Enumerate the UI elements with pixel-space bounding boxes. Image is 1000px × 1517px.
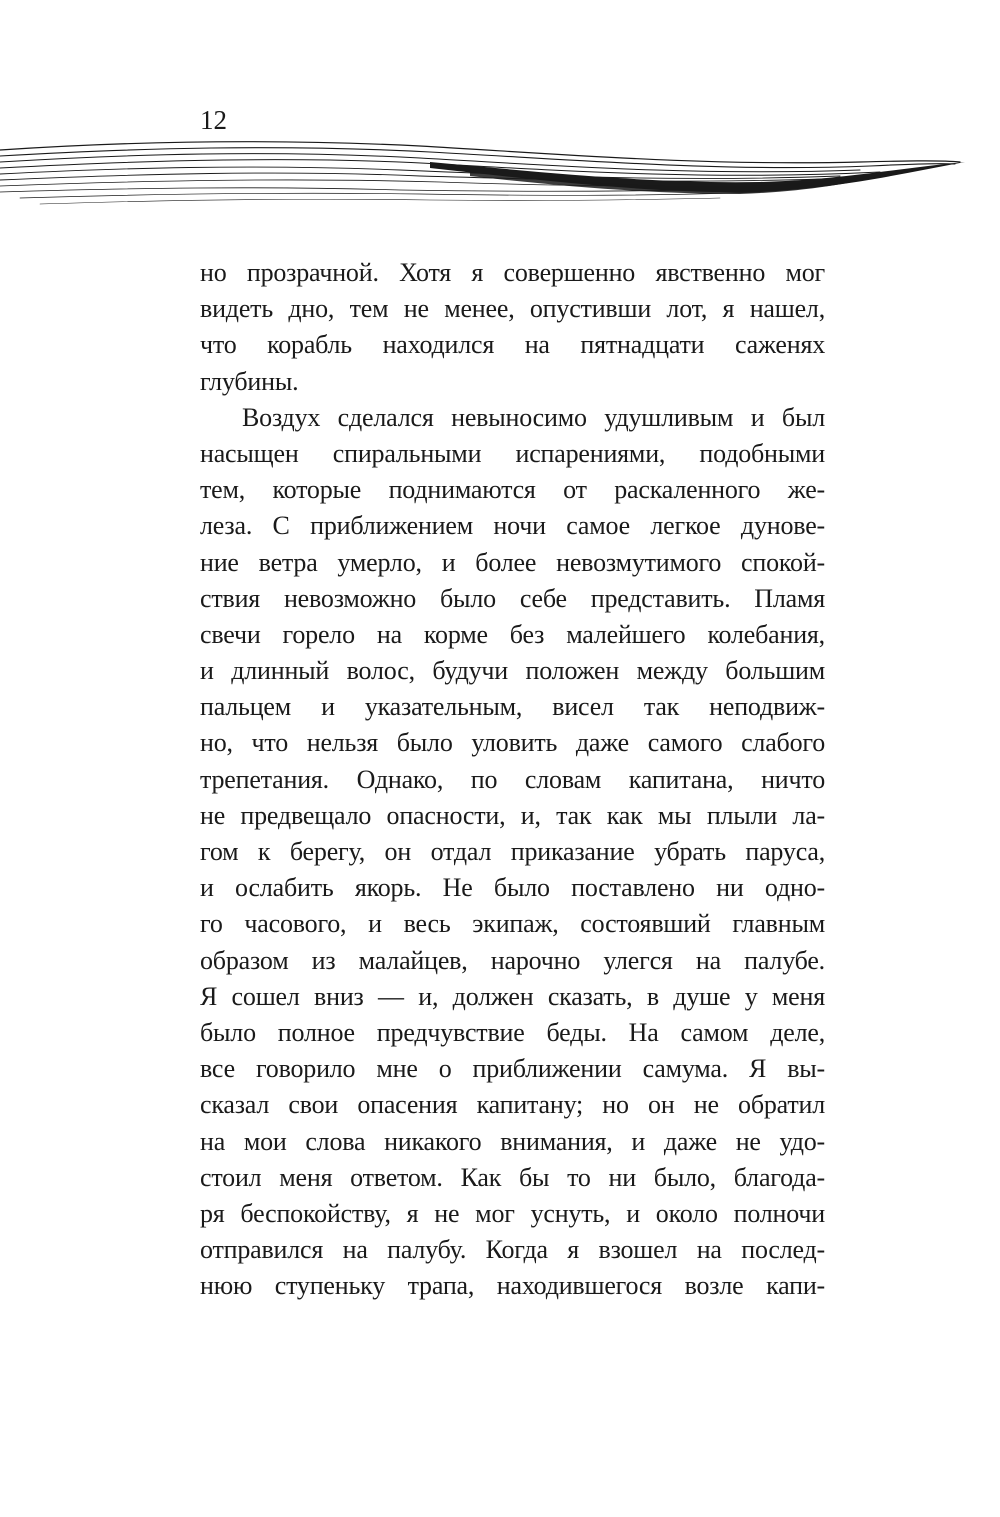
text-line: и ослабить якорь. Не было поставлено ни одно-: [200, 873, 825, 903]
text-line: что корабль находился на пятнадцати саженях: [200, 330, 825, 360]
wave-ornament: [0, 132, 1000, 212]
text-line: ствия невозможно было себе представить. Пламя: [200, 583, 825, 613]
text-line: Воздух сделался невыносимо удушливым и был: [242, 402, 825, 432]
text-line: но, что нельзя было уловить даже самого слабого: [200, 728, 825, 758]
text-line: трепетания. Однако, по словам капитана, ничто: [200, 764, 825, 794]
text-line: но прозрачной. Хотя я совершенно явственно мог: [200, 258, 825, 287]
text-line: стоил меня ответом. Как бы то ни было, благода-: [200, 1162, 825, 1192]
text-line: тем, которые поднимаются от раскаленного же-: [200, 475, 825, 505]
text-line: насыщен спиральными испарениями, подобными: [200, 438, 825, 468]
page-number: 12: [200, 105, 227, 135]
text-line: ря беспокойству, я не мог уснуть, и около полночи: [200, 1198, 825, 1228]
text-line: гом к берегу, он отдал приказание убрать паруса,: [200, 837, 825, 866]
text-line: свечи горело на корме без малейшего колебания,: [200, 619, 825, 649]
text-line: Я сошел вниз — и, должен сказать, в душе у меня: [200, 981, 825, 1011]
text-line: пальцем и указательным, висел так неподвиж-: [200, 692, 825, 722]
text-line: видеть дно, тем не менее, опустивши лот, я нашел,: [200, 294, 825, 324]
text-line: ние ветра умерло, и более невозмутимого спокой-: [200, 547, 825, 577]
text-line: нюю ступеньку трапа, находившегося возле капи-: [200, 1271, 825, 1301]
text-line: глубины.: [200, 366, 299, 396]
text-line: все говорило мне о приближении самума. Я вы-: [200, 1054, 825, 1084]
text-line: было полное предчувствие беды. На самом деле,: [200, 1017, 825, 1047]
text-line: не предвещало опасности, и, так как мы плыли ла-: [200, 800, 825, 830]
text-line: леза. С приближением ночи самое легкое дунове-: [200, 511, 825, 541]
text-line: образом из малайцев, нарочно улегся на палубе.: [200, 945, 825, 975]
text-line: и длинный волос, будучи положен между большим: [200, 656, 825, 686]
text-line: отправился на палубу. Когда я взошел на послед-: [200, 1235, 825, 1265]
body-text: [200, 255, 825, 1304]
text-line: го часового, и весь экипаж, состоявший главным: [200, 909, 825, 939]
text-line: на мои слова никакого внимания, и даже не удо-: [200, 1126, 825, 1156]
text-line: сказал свои опасения капитану; но он не обратил: [200, 1090, 825, 1120]
